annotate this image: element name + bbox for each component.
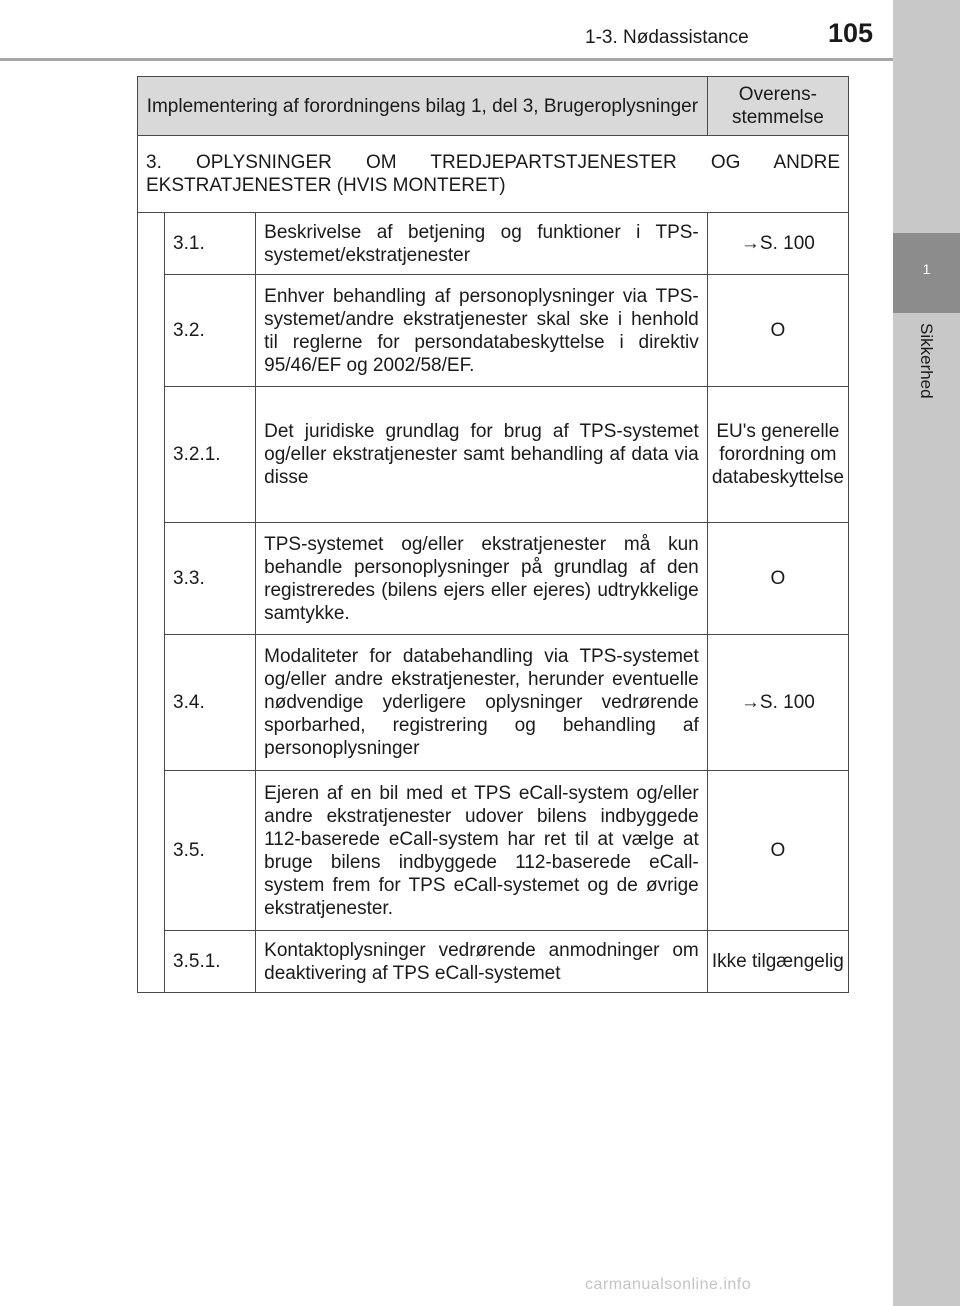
row-number: 3.2.1. (165, 387, 256, 523)
row-number: 3.1. (165, 213, 256, 275)
chapter-name-label (893, 323, 960, 433)
row-number: 3.5.1. (165, 931, 256, 993)
row-number: 3.2. (165, 275, 256, 387)
page-number: 105 (828, 18, 874, 48)
header-requirement: Implementering af forordningens bilag 1, del 3, Brugeroplysninger (138, 77, 708, 136)
table-header-row (138, 77, 849, 136)
row-conformity: O (707, 771, 848, 931)
row-description: Ejeren af en bil med et TPS eCall-system og/eller andre ekstratjenester udover bilens indbyggede 112-baserede eCall-system har ret til at vælge at bruge bilens indbyggede 112-baserede eCall-system frem for TPS eCall-systemet og de øvrige ekstratjenester. (256, 771, 708, 931)
row-conformity: →S. 100 (707, 213, 848, 275)
row-number: 3.5. (165, 771, 256, 931)
row-description: Det juridiske grundlag for brug af TPS-systemet og/eller ekstratjenester samt behandling af data via disse (256, 387, 708, 523)
row-number: 3.4. (165, 635, 256, 771)
specification-table (137, 76, 849, 993)
chapter-name: Sikkerhed (917, 323, 936, 399)
table-row (138, 275, 849, 387)
chapter-sidebar (893, 0, 960, 1306)
row-conformity: Ikke tilgængelig (707, 931, 848, 993)
table-row (138, 931, 849, 993)
watermark: carmanualsonline.info (585, 1276, 752, 1293)
table-row (138, 771, 849, 931)
chapter-number: 1 (922, 261, 931, 277)
row-description: Enhver behandling af personoplysninger via TPS-systemet/andre ekstratjenester skal ske i henhold til reglerne for persondatabeskyttelse i direktiv 95/46/EF og 2002/58/EF. (256, 275, 708, 387)
row-description: Beskrivelse af betjening og funktioner i TPS-systemet/ekstratjenester (256, 213, 708, 275)
row-number: 3.3. (165, 523, 256, 635)
table-row (138, 523, 849, 635)
table-row (138, 635, 849, 771)
table-row (138, 387, 849, 523)
header-rule (0, 58, 893, 61)
row-description: Kontaktoplysninger vedrørende anmodninger om deaktivering af TPS eCall-systemet (256, 931, 708, 993)
row-conformity: EU's generelle forordning om databeskyttelse (707, 387, 848, 523)
row-description: TPS-systemet og/eller ekstratjenester må kun behandle personoplysninger på grundlag af den registreredes (bilens ejers eller ejeres) udtrykkelige samtykke. (256, 523, 708, 635)
intro-text: 3. OPLYSNINGER OM TREDJEPARTSTJENESTER OG ANDRE EKSTRATJENESTER (HVIS MONTERET) (138, 136, 849, 213)
table-row (138, 213, 849, 275)
row-description: Modaliteter for databehandling via TPS-systemet og/eller andre ekstratjenester, herunder eventuelle nødvendige yderligere oplysninger vedrørende sporbarhed, registrering og behandling af personoplysninger (256, 635, 708, 771)
header-conformity: Overens-stemmelse (707, 77, 848, 136)
row-conformity: O (707, 275, 848, 387)
chapter-tab (893, 233, 960, 313)
section-title: 1-3. Nødassistance (585, 27, 749, 48)
row-conformity: O (707, 523, 848, 635)
indent-cell (138, 213, 165, 993)
row-conformity: →S. 100 (707, 635, 848, 771)
table-intro-row (138, 136, 849, 213)
